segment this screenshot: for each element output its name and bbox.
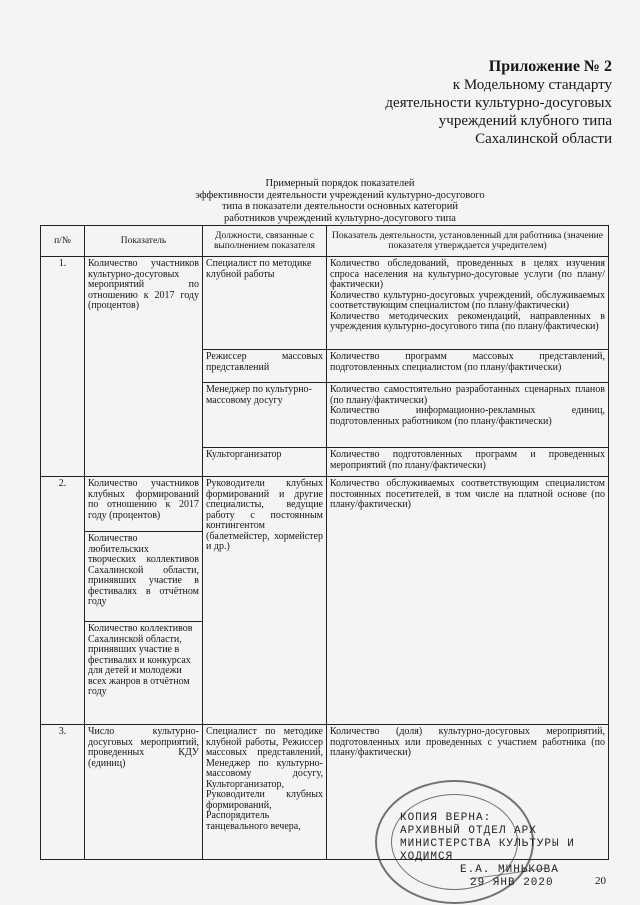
heading-line: эффективности деятельности учреждений культурно-досугового bbox=[195, 189, 485, 201]
position-cell: Культорганизатор bbox=[203, 448, 327, 477]
indicators-table bbox=[40, 225, 609, 860]
page-number: 20 bbox=[595, 875, 606, 887]
table-row bbox=[41, 257, 609, 350]
heading-line: работников учреждений культурно-досугового типа bbox=[224, 212, 456, 224]
indicator-cell: Количество коллективов Сахалинской области, принявших участие в фестивалях и конкурсах для детей и молодежи всех жанров в отчётном году bbox=[85, 622, 203, 725]
indicator-cell: Число культурно-досуговых мероприятий, проведенных КДУ (единиц) bbox=[85, 725, 203, 860]
row-number: 3. bbox=[41, 725, 85, 860]
worker-indicator-cell: Количество (доля) культурно-досуговых мероприятий, подготовленных или проведенных с участием работника (по плану/фактически) bbox=[327, 725, 609, 860]
appendix-line: деятельности культурно-досуговых bbox=[385, 95, 612, 111]
stamp-line: 29 ЯНВ 2020 bbox=[470, 877, 554, 889]
position-cell: Режиссер массовых представлений bbox=[203, 350, 327, 383]
heading-line: типа в показатели деятельности основных категорий bbox=[221, 201, 459, 212]
copy-certification-stamp bbox=[400, 812, 590, 890]
position-cell: Руководители клубных формирований и другие специалисты, ведущие работу с постоянным контингентом (балетмейстер, хормейстер и др.) bbox=[203, 477, 327, 725]
worker-indicator-cell bbox=[327, 257, 609, 350]
appendix-header bbox=[385, 58, 612, 148]
appendix-line: Сахалинской области bbox=[475, 131, 612, 147]
appendix-line: к Модельному стандарту bbox=[452, 77, 612, 93]
header-positions: Должности, связанные с выполнением показателя bbox=[203, 226, 327, 257]
worker-indicator-cell: Количество программ массовых представлений, подготовленных специалистом (по плану/фактически) bbox=[327, 350, 609, 383]
row-number: 1. bbox=[41, 257, 85, 477]
worker-indicator-cell: Количество подготовленных программ и проведенных мероприятий (по плану/фактически) bbox=[327, 448, 609, 477]
worker-indicator-line: Количество самостоятельно разработанных сценарных планов (по плану/фактически) bbox=[330, 384, 605, 406]
appendix-line: учреждений клубного типа bbox=[438, 113, 612, 129]
worker-indicator-line: Количество информационно-рекламных единиц, подготовленных работником (по плану/фактически) bbox=[330, 405, 605, 427]
heading-line: Примерный порядок показателей bbox=[265, 178, 415, 189]
worker-indicator-cell bbox=[327, 383, 609, 448]
stamp-line: АРХИВНЫЙ ОТДЕЛ АРХ bbox=[400, 825, 537, 837]
table-row bbox=[41, 477, 609, 532]
indicator-cell: Количество участников культурно-досуговых мероприятий по отношению к 2017 году (процентов) bbox=[85, 257, 203, 477]
appendix-title: Приложение № 2 bbox=[488, 58, 612, 75]
worker-indicator-line: Количество обследований, проведенных в целях изучения спроса населения на культурно-досуговые услуги (по плану/фактически) bbox=[330, 258, 605, 290]
stamp-line: КОПИЯ ВЕРНА: bbox=[400, 812, 492, 824]
position-cell: Менеджер по культурно-массовому досугу bbox=[203, 383, 327, 448]
worker-indicator-line: Количество культурно-досуговых учреждений, обслуживаемых соответствующим специалистом (по плану/фактически) bbox=[330, 289, 605, 311]
document-heading bbox=[150, 178, 530, 224]
stamp-line: МИНИСТЕРСТВА КУЛЬТУРЫ И bbox=[400, 838, 575, 850]
indicator-cell: Количество участников клубных формирований по отношению к 2017 году (процентов) bbox=[85, 477, 203, 532]
worker-indicator-line: Количество методических рекомендаций, направленных в учреждения культурно-досугового типа (по плану/фактически) bbox=[330, 310, 605, 332]
position-cell: Специалист по методике клубной работы, Режиссер массовых представлений, Менеджер по культурно-массовому досугу, Культорганизатор, Руководители клубных формирований, Распорядитель танцевального вечера, bbox=[203, 725, 327, 860]
header-num: п/№ bbox=[41, 226, 85, 257]
row-number: 2. bbox=[41, 477, 85, 725]
header-indicator: Показатель bbox=[85, 226, 203, 257]
stamp-line: Е.А. МИНЬКОВА bbox=[460, 864, 559, 876]
worker-indicator-cell: Количество обслуживаемых соответствующим специалистом постоянных посетителей, в том числе на платной основе (по плану/фактически) bbox=[327, 477, 609, 725]
stamp-line: ХОДИМСЯ bbox=[400, 851, 454, 863]
header-worker-indicator: Показатель деятельности, установленный для работника (значение показателя утверждается учредителем) bbox=[327, 226, 609, 257]
position-cell: Специалист по методике клубной работы bbox=[203, 257, 327, 350]
indicator-cell: Количество любительских творческих коллективов Сахалинской области, принявших участие в фестивалях в отчётном году bbox=[85, 532, 203, 622]
table-header-row bbox=[41, 226, 609, 257]
